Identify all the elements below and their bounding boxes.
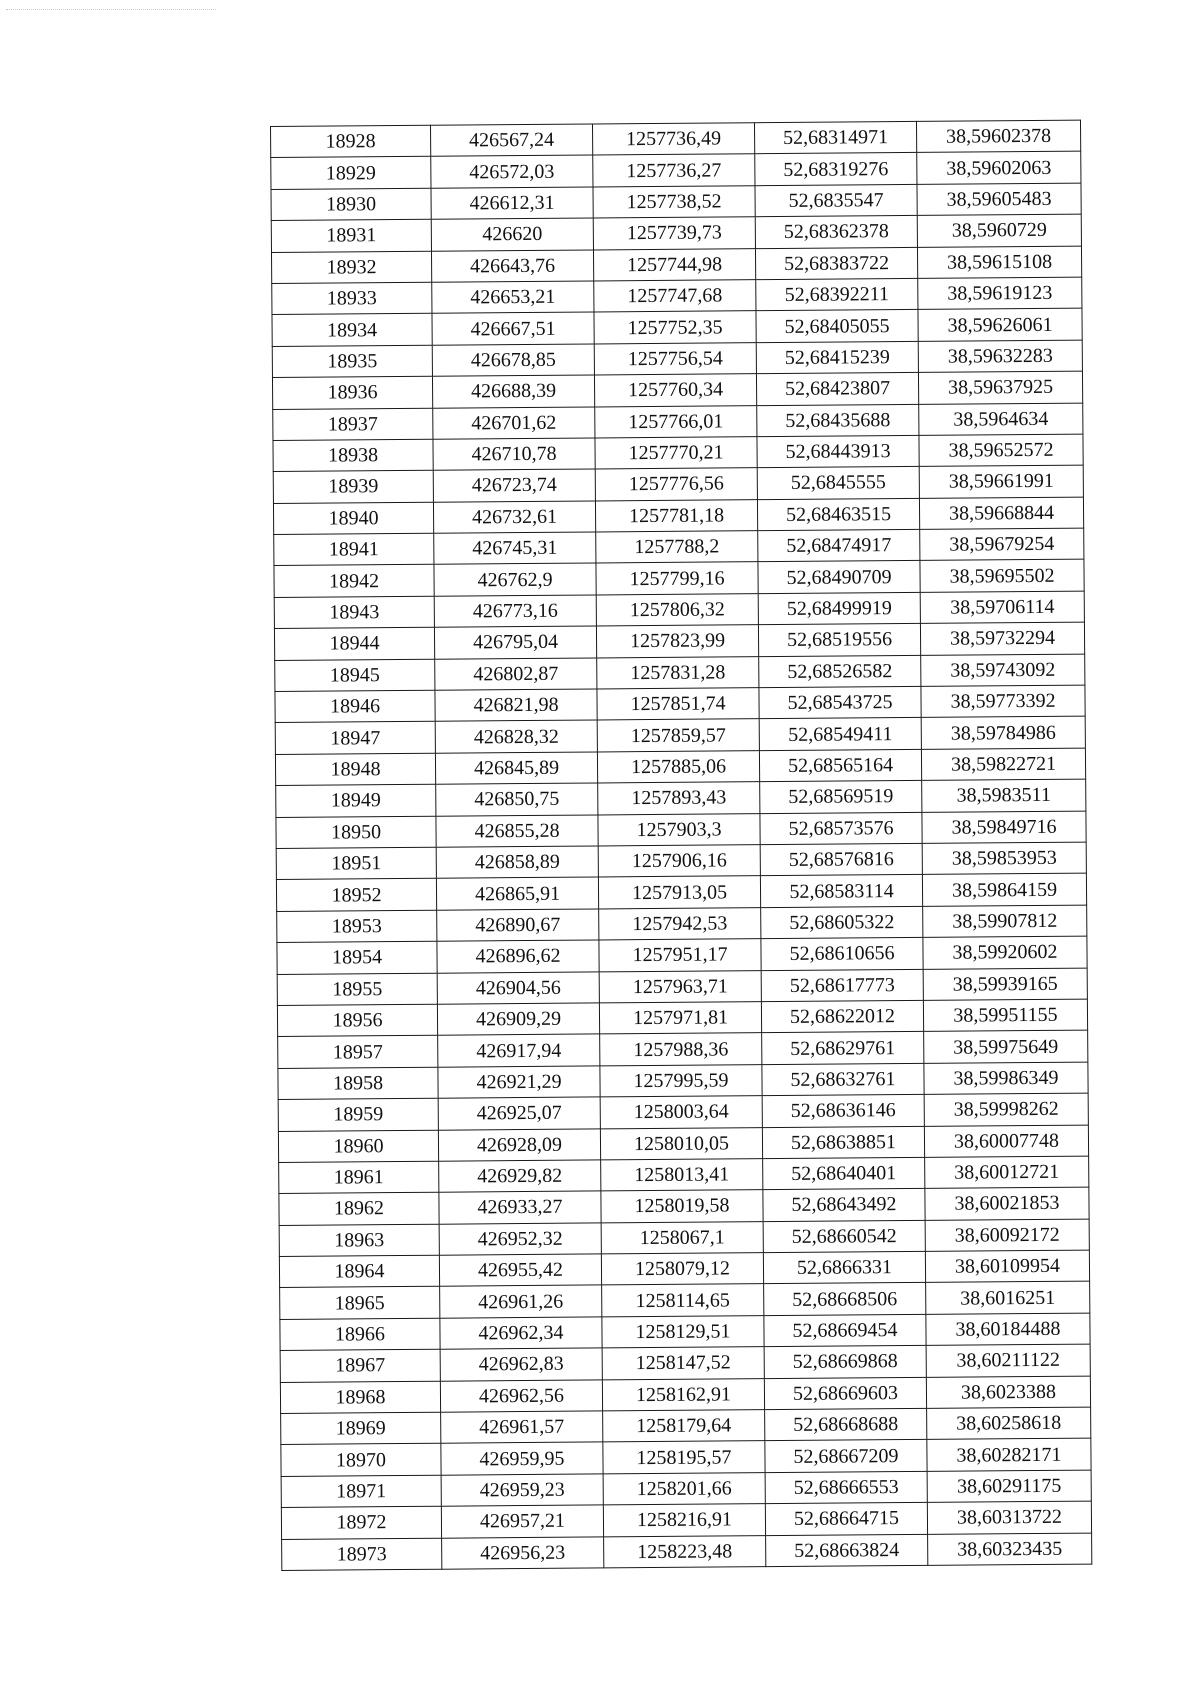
- y-coordinate-cell: 1257859,57: [597, 719, 759, 752]
- point-number-cell: 18934: [272, 314, 432, 347]
- longitude-cell: 38,59632283: [918, 340, 1082, 373]
- x-coordinate-cell: 426909,29: [437, 1003, 599, 1036]
- longitude-cell: 38,59652572: [919, 434, 1083, 467]
- latitude-cell: 52,68569519: [760, 781, 922, 814]
- latitude-cell: 52,68415239: [756, 341, 918, 374]
- x-coordinate-cell: 426928,09: [438, 1128, 600, 1161]
- point-number-cell: 18933: [272, 282, 432, 315]
- latitude-cell: 52,68669454: [764, 1314, 926, 1347]
- y-coordinate-cell: 1257963,71: [599, 970, 761, 1003]
- longitude-cell: 38,59668844: [919, 497, 1083, 530]
- longitude-cell: 38,59951155: [923, 999, 1087, 1032]
- x-coordinate-cell: 426961,26: [440, 1285, 602, 1318]
- longitude-cell: 38,59920602: [923, 936, 1087, 969]
- point-number-cell: 18942: [274, 565, 434, 598]
- latitude-cell: 52,68392211: [756, 278, 918, 311]
- latitude-cell: 52,68668506: [764, 1283, 926, 1316]
- longitude-cell: 38,60007748: [924, 1125, 1088, 1158]
- x-coordinate-cell: 426850,75: [436, 783, 598, 816]
- longitude-cell: 38,60313722: [927, 1501, 1091, 1534]
- point-number-cell: 18969: [281, 1412, 441, 1445]
- longitude-cell: 38,59907812: [923, 905, 1087, 938]
- x-coordinate-cell: 426732,61: [433, 501, 595, 534]
- y-coordinate-cell: 1257752,35: [594, 311, 756, 344]
- y-coordinate-cell: 1257744,98: [593, 248, 755, 281]
- x-coordinate-cell: 426896,62: [437, 940, 599, 973]
- longitude-cell: 38,59695502: [920, 560, 1084, 593]
- longitude-cell: 38,59661991: [919, 465, 1083, 498]
- latitude-cell: 52,68583114: [760, 875, 922, 908]
- latitude-cell: 52,68622012: [761, 1000, 923, 1033]
- x-coordinate-cell: 426762,9: [434, 563, 596, 596]
- latitude-cell: 52,68664715: [765, 1503, 927, 1536]
- latitude-cell: 52,68617773: [761, 969, 923, 1002]
- x-coordinate-cell: 426653,21: [432, 281, 594, 314]
- longitude-cell: 38,59706114: [920, 591, 1084, 624]
- x-coordinate-cell: 426620: [431, 218, 593, 251]
- x-coordinate-cell: 426745,31: [434, 532, 596, 565]
- latitude-cell: 52,68362378: [755, 216, 917, 249]
- x-coordinate-cell: 426921,29: [438, 1066, 600, 1099]
- x-coordinate-cell: 426802,87: [435, 658, 597, 691]
- point-number-cell: 18948: [275, 753, 435, 786]
- x-coordinate-cell: 426643,76: [431, 250, 593, 283]
- latitude-cell: 52,68643492: [763, 1189, 925, 1222]
- y-coordinate-cell: 1257770,21: [595, 437, 757, 470]
- point-number-cell: 18935: [272, 345, 432, 378]
- point-number-cell: 18964: [279, 1255, 439, 1288]
- point-number-cell: 18968: [280, 1381, 440, 1414]
- y-coordinate-cell: 1257971,81: [599, 1002, 761, 1035]
- latitude-cell: 52,68632761: [762, 1063, 924, 1096]
- y-coordinate-cell: 1258195,57: [603, 1441, 765, 1474]
- longitude-cell: 38,5983511: [922, 779, 1086, 812]
- y-coordinate-cell: 1257806,32: [596, 594, 758, 627]
- x-coordinate-cell: 426845,89: [435, 752, 597, 785]
- y-coordinate-cell: 1257988,36: [600, 1033, 762, 1066]
- x-coordinate-cell: 426929,82: [439, 1160, 601, 1193]
- longitude-cell: 38,59679254: [920, 528, 1084, 561]
- x-coordinate-cell: 426723,74: [433, 469, 595, 502]
- latitude-cell: 52,68474917: [758, 529, 920, 562]
- longitude-cell: 38,59853953: [922, 842, 1086, 875]
- longitude-cell: 38,60092172: [925, 1219, 1089, 1252]
- longitude-cell: 38,60323435: [928, 1533, 1092, 1566]
- point-number-cell: 18960: [278, 1130, 438, 1163]
- y-coordinate-cell: 1257906,16: [598, 845, 760, 878]
- latitude-cell: 52,68660542: [763, 1220, 925, 1253]
- longitude-cell: 38,59732294: [920, 622, 1084, 655]
- latitude-cell: 52,68663824: [766, 1534, 928, 1567]
- point-number-cell: 18966: [280, 1318, 440, 1351]
- point-number-cell: 18940: [273, 502, 433, 535]
- longitude-cell: 38,60021853: [925, 1187, 1089, 1220]
- latitude-cell: 52,68463515: [757, 498, 919, 531]
- y-coordinate-cell: 1258129,51: [602, 1316, 764, 1349]
- x-coordinate-cell: 426917,94: [438, 1034, 600, 1067]
- x-coordinate-cell: 426890,67: [437, 909, 599, 942]
- x-coordinate-cell: 426961,57: [441, 1411, 603, 1444]
- point-number-cell: 18944: [274, 627, 434, 660]
- longitude-cell: 38,6016251: [926, 1282, 1090, 1315]
- point-number-cell: 18949: [276, 784, 436, 817]
- x-coordinate-cell: 426567,24: [430, 124, 592, 157]
- point-number-cell: 18929: [271, 157, 431, 190]
- longitude-cell: 38,60291175: [927, 1470, 1091, 1503]
- y-coordinate-cell: 1257903,3: [598, 813, 760, 846]
- latitude-cell: 52,68499919: [758, 592, 920, 625]
- y-coordinate-cell: 1258114,65: [602, 1284, 764, 1317]
- point-number-cell: 18938: [273, 439, 433, 472]
- x-coordinate-cell: 426612,31: [431, 187, 593, 220]
- point-number-cell: 18931: [271, 219, 431, 252]
- longitude-cell: 38,59822721: [921, 748, 1085, 781]
- longitude-cell: 38,5964634: [919, 403, 1083, 436]
- point-number-cell: 18930: [271, 188, 431, 221]
- longitude-cell: 38,59773392: [921, 685, 1085, 718]
- latitude-cell: 52,68443913: [757, 435, 919, 468]
- longitude-cell: 38,60282171: [927, 1439, 1091, 1472]
- point-number-cell: 18950: [276, 816, 436, 849]
- latitude-cell: 52,6866331: [763, 1251, 925, 1284]
- point-number-cell: 18936: [272, 376, 432, 409]
- longitude-cell: 38,59602378: [916, 120, 1080, 153]
- longitude-cell: 38,59849716: [922, 811, 1086, 844]
- longitude-cell: 38,60258618: [927, 1407, 1091, 1440]
- latitude-cell: 52,68636146: [762, 1095, 924, 1128]
- y-coordinate-cell: 1257788,2: [596, 531, 758, 564]
- latitude-cell: 52,68666553: [765, 1471, 927, 1504]
- x-coordinate-cell: 426828,32: [435, 720, 597, 753]
- latitude-cell: 52,68629761: [762, 1032, 924, 1065]
- y-coordinate-cell: 1258179,64: [603, 1410, 765, 1443]
- y-coordinate-cell: 1258201,66: [603, 1472, 765, 1505]
- longitude-cell: 38,60184488: [926, 1313, 1090, 1346]
- coordinates-table-body: [271, 120, 1092, 1570]
- y-coordinate-cell: 1257885,06: [597, 750, 759, 783]
- longitude-cell: 38,59615108: [917, 246, 1081, 279]
- latitude-cell: 52,68519556: [758, 624, 920, 657]
- latitude-cell: 52,68667209: [765, 1440, 927, 1473]
- x-coordinate-cell: 426865,91: [436, 877, 598, 910]
- latitude-cell: 52,68526582: [759, 655, 921, 688]
- y-coordinate-cell: 1257951,17: [599, 939, 761, 972]
- latitude-cell: 52,68423807: [756, 373, 918, 406]
- y-coordinate-cell: 1257736,27: [593, 154, 755, 187]
- latitude-cell: 52,68640401: [763, 1157, 925, 1190]
- point-number-cell: 18958: [278, 1067, 438, 1100]
- coordinates-sheet: [270, 120, 1091, 1571]
- y-coordinate-cell: 1257823,99: [596, 625, 758, 658]
- y-coordinate-cell: 1257781,18: [595, 499, 757, 532]
- y-coordinate-cell: 1257995,59: [600, 1064, 762, 1097]
- point-number-cell: 18972: [281, 1506, 441, 1539]
- x-coordinate-cell: 426959,23: [441, 1474, 603, 1507]
- point-number-cell: 18952: [276, 879, 436, 912]
- y-coordinate-cell: 1258013,41: [601, 1159, 763, 1192]
- point-number-cell: 18945: [275, 659, 435, 692]
- point-number-cell: 18959: [278, 1098, 438, 1131]
- point-number-cell: 18971: [281, 1475, 441, 1508]
- longitude-cell: 38,60211122: [926, 1344, 1090, 1377]
- latitude-cell: 52,68319276: [755, 153, 917, 186]
- y-coordinate-cell: 1257747,68: [594, 280, 756, 313]
- latitude-cell: 52,68669603: [764, 1377, 926, 1410]
- y-coordinate-cell: 1257736,49: [592, 123, 754, 156]
- y-coordinate-cell: 1258162,91: [602, 1378, 764, 1411]
- y-coordinate-cell: 1257739,73: [593, 217, 755, 250]
- point-number-cell: 18941: [274, 533, 434, 566]
- point-number-cell: 18962: [279, 1192, 439, 1225]
- y-coordinate-cell: 1258216,91: [603, 1504, 765, 1537]
- x-coordinate-cell: 426858,89: [436, 846, 598, 879]
- x-coordinate-cell: 426701,62: [433, 406, 595, 439]
- y-coordinate-cell: 1257766,01: [595, 405, 757, 438]
- latitude-cell: 52,68435688: [757, 404, 919, 437]
- y-coordinate-cell: 1258223,48: [604, 1535, 766, 1568]
- latitude-cell: 52,68668688: [765, 1408, 927, 1441]
- x-coordinate-cell: 426955,42: [439, 1254, 601, 1287]
- y-coordinate-cell: 1258079,12: [601, 1253, 763, 1286]
- y-coordinate-cell: 1257776,56: [595, 468, 757, 501]
- point-number-cell: 18955: [277, 973, 437, 1006]
- point-number-cell: 18932: [271, 251, 431, 284]
- x-coordinate-cell: 426904,56: [437, 971, 599, 1004]
- x-coordinate-cell: 426962,83: [440, 1348, 602, 1381]
- point-number-cell: 18951: [276, 847, 436, 880]
- latitude-cell: 52,68573576: [760, 812, 922, 845]
- longitude-cell: 38,59939165: [923, 968, 1087, 1001]
- x-coordinate-cell: 426962,34: [440, 1317, 602, 1350]
- point-number-cell: 18957: [278, 1036, 438, 1069]
- x-coordinate-cell: 426855,28: [436, 815, 598, 848]
- scan-edge-mark: [6, 9, 216, 10]
- x-coordinate-cell: 426678,85: [432, 344, 594, 377]
- point-number-cell: 18961: [279, 1161, 439, 1194]
- longitude-cell: 38,59986349: [924, 1062, 1088, 1095]
- x-coordinate-cell: 426925,07: [438, 1097, 600, 1130]
- y-coordinate-cell: 1257913,05: [598, 876, 760, 909]
- y-coordinate-cell: 1258067,1: [601, 1221, 763, 1254]
- x-coordinate-cell: 426572,03: [431, 155, 593, 188]
- x-coordinate-cell: 426959,95: [441, 1442, 603, 1475]
- longitude-cell: 38,59602063: [917, 152, 1081, 185]
- y-coordinate-cell: 1258019,58: [601, 1190, 763, 1223]
- point-number-cell: 18928: [271, 125, 431, 158]
- table-row: [282, 1533, 1092, 1571]
- latitude-cell: 52,68543725: [759, 686, 921, 719]
- point-number-cell: 18954: [277, 941, 437, 974]
- point-number-cell: 18973: [282, 1538, 442, 1571]
- longitude-cell: 38,60012721: [925, 1156, 1089, 1189]
- latitude-cell: 52,6835547: [755, 184, 917, 217]
- point-number-cell: 18946: [275, 690, 435, 723]
- point-number-cell: 18939: [273, 471, 433, 504]
- longitude-cell: 38,59637925: [918, 371, 1082, 404]
- x-coordinate-cell: 426795,04: [434, 626, 596, 659]
- x-coordinate-cell: 426957,21: [441, 1505, 603, 1538]
- latitude-cell: 52,68405055: [756, 310, 918, 343]
- longitude-cell: 38,6023388: [926, 1376, 1090, 1409]
- y-coordinate-cell: 1257831,28: [597, 656, 759, 689]
- latitude-cell: 52,68669868: [764, 1346, 926, 1379]
- y-coordinate-cell: 1257942,53: [599, 907, 761, 940]
- x-coordinate-cell: 426933,27: [439, 1191, 601, 1224]
- y-coordinate-cell: 1258010,05: [600, 1127, 762, 1160]
- longitude-cell: 38,59975649: [924, 1030, 1088, 1063]
- point-number-cell: 18967: [280, 1349, 440, 1382]
- x-coordinate-cell: 426952,32: [439, 1223, 601, 1256]
- y-coordinate-cell: 1257760,34: [594, 374, 756, 407]
- x-coordinate-cell: 426956,23: [442, 1537, 604, 1570]
- longitude-cell: 38,5960729: [917, 214, 1081, 247]
- latitude-cell: 52,68314971: [754, 121, 916, 154]
- point-number-cell: 18943: [274, 596, 434, 629]
- latitude-cell: 52,68576816: [760, 843, 922, 876]
- y-coordinate-cell: 1257756,54: [594, 342, 756, 375]
- coordinates-table: [270, 120, 1092, 1571]
- longitude-cell: 38,59743092: [921, 654, 1085, 687]
- x-coordinate-cell: 426821,98: [435, 689, 597, 722]
- y-coordinate-cell: 1257799,16: [596, 562, 758, 595]
- point-number-cell: 18965: [280, 1287, 440, 1320]
- latitude-cell: 52,68565164: [759, 749, 921, 782]
- latitude-cell: 52,68490709: [758, 561, 920, 594]
- x-coordinate-cell: 426710,78: [433, 438, 595, 471]
- x-coordinate-cell: 426688,39: [432, 375, 594, 408]
- x-coordinate-cell: 426962,56: [440, 1380, 602, 1413]
- point-number-cell: 18937: [273, 408, 433, 441]
- y-coordinate-cell: 1258147,52: [602, 1347, 764, 1380]
- latitude-cell: 52,6845555: [757, 467, 919, 500]
- point-number-cell: 18953: [277, 910, 437, 943]
- latitude-cell: 52,68549411: [759, 718, 921, 751]
- latitude-cell: 52,68638851: [762, 1126, 924, 1159]
- y-coordinate-cell: 1258003,64: [600, 1096, 762, 1129]
- longitude-cell: 38,59784986: [921, 717, 1085, 750]
- point-number-cell: 18956: [277, 1004, 437, 1037]
- longitude-cell: 38,59626061: [918, 308, 1082, 341]
- point-number-cell: 18970: [281, 1444, 441, 1477]
- y-coordinate-cell: 1257738,52: [593, 185, 755, 218]
- latitude-cell: 52,68383722: [755, 247, 917, 280]
- point-number-cell: 18963: [279, 1224, 439, 1257]
- longitude-cell: 38,59605483: [917, 183, 1081, 216]
- longitude-cell: 38,59619123: [918, 277, 1082, 310]
- longitude-cell: 38,60109954: [925, 1250, 1089, 1283]
- longitude-cell: 38,59998262: [924, 1093, 1088, 1126]
- point-number-cell: 18947: [275, 722, 435, 755]
- longitude-cell: 38,59864159: [922, 873, 1086, 906]
- y-coordinate-cell: 1257851,74: [597, 688, 759, 721]
- latitude-cell: 52,68605322: [761, 906, 923, 939]
- y-coordinate-cell: 1257893,43: [598, 782, 760, 815]
- latitude-cell: 52,68610656: [761, 938, 923, 971]
- x-coordinate-cell: 426773,16: [434, 595, 596, 628]
- x-coordinate-cell: 426667,51: [432, 312, 594, 345]
